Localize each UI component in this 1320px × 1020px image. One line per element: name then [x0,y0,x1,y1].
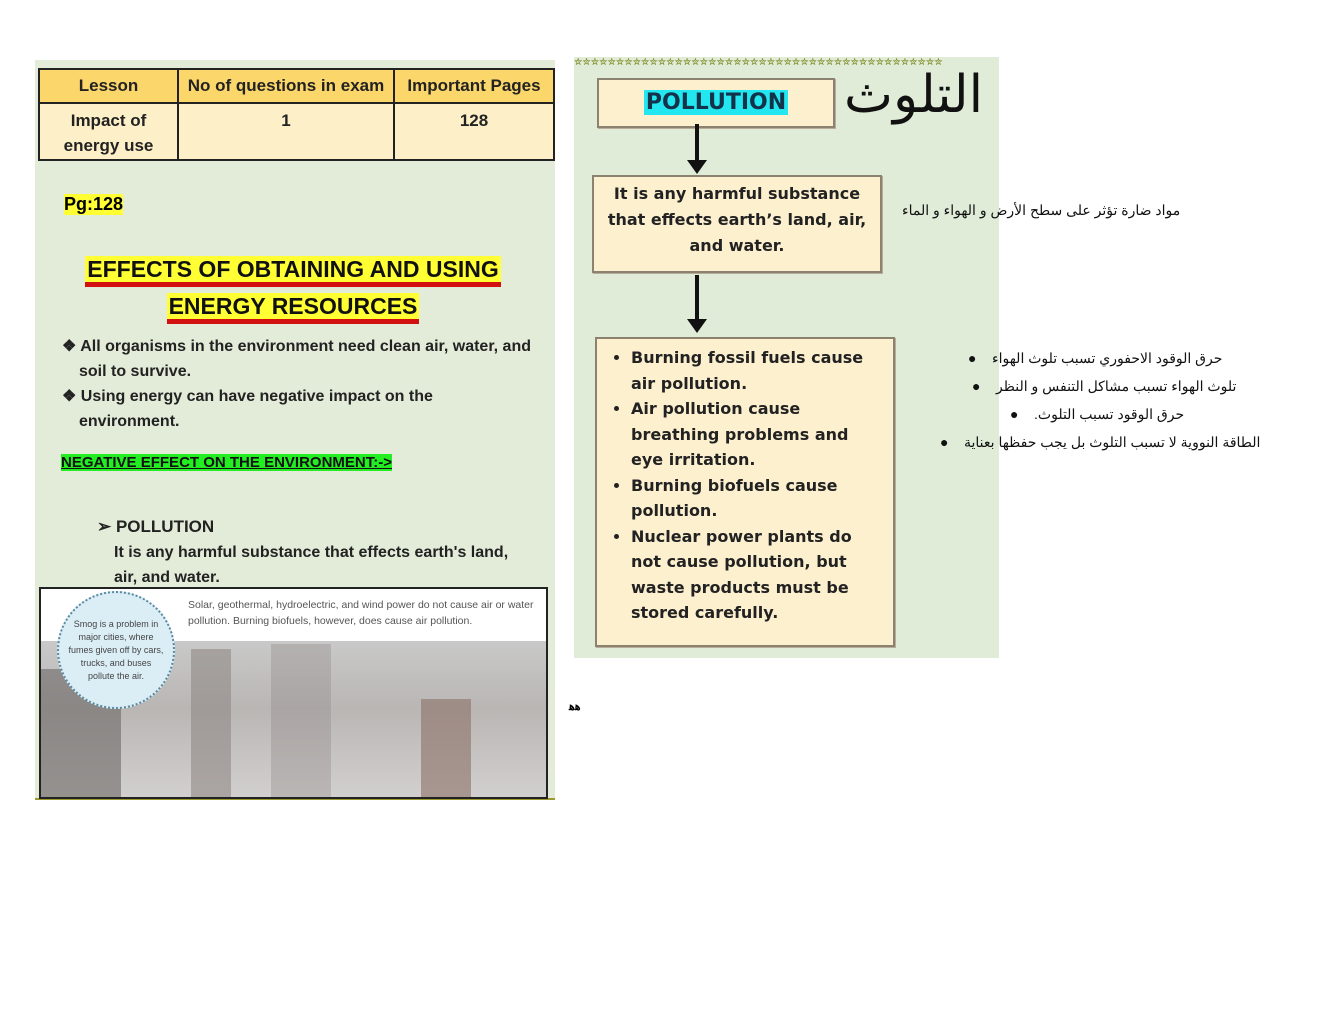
effect-item: • Nuclear power plants do not cause pollution, but waste products must be stored carefully. [631,524,885,626]
arabic-effect-text: حرق الوقود الاحفوري تسبب تلوث الهواء [992,350,1223,366]
effect-item: • Burning biofuels cause pollution. [631,473,885,524]
arabic-title: التلوث [844,65,984,125]
pollution-box [597,78,835,128]
smog-photo [39,587,548,799]
stray-mark: ﻫﻫ [569,701,581,713]
bullet-text: Using energy can have negative impact on the environment. [79,388,433,430]
smog-callout: Smog is a problem in major cities, where fumes given off by cars, trucks, and buses pollute the air. [57,591,175,709]
bullet-item: ❖ Using energy can have negative impact on the environment. [62,388,433,430]
lesson-table [38,68,555,161]
page-reference: Pg:128 [64,194,124,214]
title-line-2 [35,293,551,320]
bullet-item: ❖ All organisms in the environment need clean air, water, and soil to survive. [62,338,531,380]
arabic-effect: الطاقة النووية لا تسبب التلوث بل يجب حفظها بعناية ● [940,434,1261,450]
arabic-effect: تلوث الهواء تسبب مشاكل التنفس و النظر ● [972,378,1237,394]
pollution-flowchart [574,57,999,658]
table-header: No of questions in exam [178,69,394,103]
title-line-1 [35,256,551,283]
arabic-effect-text: حرق الوقود تسبب التلوث. [1034,406,1185,422]
arabic-effect: حرق الوقود الاحفوري تسبب تلوث الهواء ● [968,350,1223,366]
arabic-effect-text: تلوث الهواء تسبب مشاكل التنفس و النظر [996,378,1237,394]
pollution-heading-text: POLLUTION [115,517,215,536]
table-header: Lesson [39,69,178,103]
arabic-effect-text: الطاقة النووية لا تسبب التلوث بل يجب حفظها بعناية [964,434,1261,450]
pollution-title: POLLUTION [645,90,787,115]
table-header: Important Pages [394,69,554,103]
negative-effect-heading: NEGATIVE EFFECT ON THE ENVIRONMENT:-> [61,454,392,471]
arabic-definition: مواد ضارة تؤثر على سطح الأرض و الهواء و الماء [902,202,1181,218]
table-cell: Impact of energy use [39,103,178,160]
lesson-page-image [35,60,555,800]
effect-item: • Burning fossil fuels cause air pollution. [631,345,885,396]
title-text: EFFECTS OF OBTAINING AND USING [85,256,500,287]
definition-box: It is any harmful substance that effects earth’s land, air, and water. [592,175,882,273]
effect-item: • Air pollution cause breathing problems and eye irritation. [631,396,885,473]
pollution-definition: It is any harmful substance that effects earth's land, air, and water. [114,544,509,586]
photo-caption: Solar, geothermal, hydroelectric, and wind power do not cause air or water pollution. Burning biofuels, however, does cause air pollution. [188,599,534,627]
bullet-text: All organisms in the environment need clean air, water, and soil to survive. [79,338,531,380]
table-cell: 1 [178,103,394,160]
pollution-heading: ➢ POLLUTION [97,517,215,536]
arrow-down-icon [695,124,699,162]
arrow-down-icon [695,275,699,321]
effects-box [595,337,895,647]
bullet-list [62,334,532,434]
arabic-effect: حرق الوقود تسبب التلوث. ● [1010,406,1185,422]
star-border: ✮✮✮✮✮✮✮✮✮✮✮✮✮✮✮✮✮✮✮✮✮✮✮✮✮✮✮✮✮✮✮✮✮✮✮✮✮✮✮✮✮✮✮✮ [574,57,943,67]
title-text: ENERGY RESOURCES [167,293,420,324]
table-cell: 128 [394,103,554,160]
